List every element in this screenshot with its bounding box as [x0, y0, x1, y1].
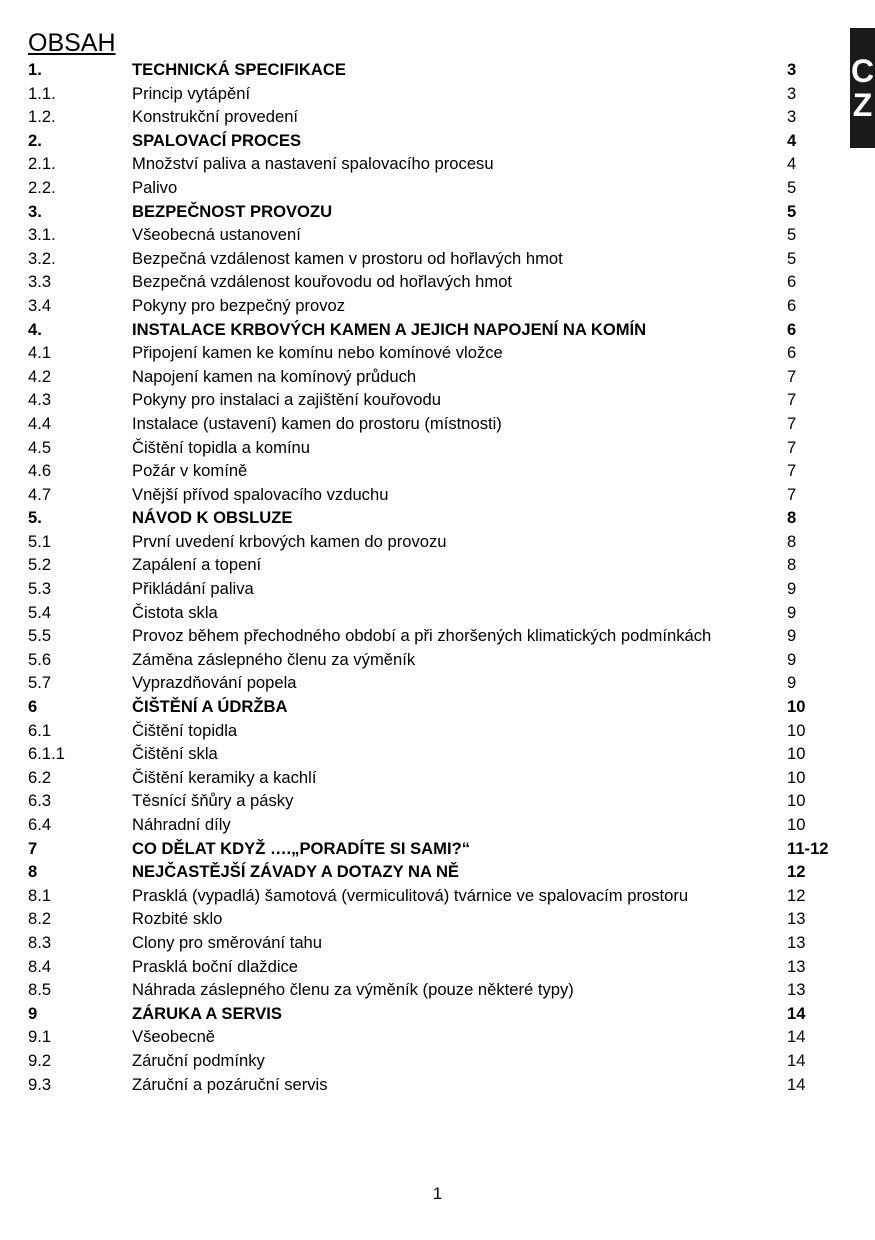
toc-entry-number: 3.2.: [28, 248, 56, 268]
toc-entry: [28, 507, 848, 531]
toc-entry-title: Palivo: [132, 177, 178, 197]
toc-entry-page: 10: [787, 697, 806, 717]
toc-entry-page: 8: [787, 531, 797, 551]
toc-entry-page: 6: [787, 319, 797, 339]
toc-entry: [28, 1050, 848, 1074]
language-tab-letter: C: [850, 53, 875, 89]
toc-entry: [28, 106, 848, 130]
toc-entry-number: 4.2: [28, 366, 52, 386]
toc-entry-page: 9: [787, 579, 797, 599]
toc-entry-title: Čištění keramiky a kachlí: [132, 767, 317, 787]
toc-entry: [28, 177, 848, 201]
toc-entry: [28, 248, 848, 272]
language-tab: [850, 28, 875, 148]
toc-entry-title: Bezpečná vzdálenost kouřovodu od hořlavých hmot: [132, 272, 513, 292]
toc-entry-number: 5.1: [28, 531, 52, 551]
toc-entry-page: 6: [787, 343, 797, 363]
toc-entry-page: 9: [787, 602, 797, 622]
toc-entry-title: Všeobecně: [132, 1027, 216, 1047]
toc-entry-title: Zapálení a topení: [132, 555, 262, 575]
toc-entry-title: CO DĚLAT KDYŽ ….„PORADÍTE SI SAMI?“: [132, 838, 471, 858]
toc-entry-number: 8.1: [28, 885, 52, 905]
toc-entry-title: Vnější přívod spalovacího vzduchu: [132, 484, 389, 504]
toc-entry: [28, 956, 848, 980]
toc-entry: [28, 979, 848, 1003]
toc-entry-number: 5.2: [28, 555, 52, 575]
toc-entry-page: 14: [787, 1050, 806, 1070]
toc-entry-number: 4.6: [28, 461, 52, 481]
toc-entry-number: 8.3: [28, 932, 52, 952]
toc-entry-title: Náhradní díly: [132, 815, 231, 834]
toc-entry-number: 7: [28, 838, 38, 858]
toc-entry-page: 14: [787, 1027, 806, 1047]
toc-entry: [28, 1003, 848, 1027]
toc-entry-page: 13: [787, 980, 806, 1000]
toc-entry-number: 8.4: [28, 956, 52, 976]
toc-entry: [28, 554, 848, 578]
toc-entry: [28, 201, 848, 225]
toc-entry-number: 4.5: [28, 437, 52, 457]
toc-entry-page: 5: [787, 248, 797, 268]
toc-entry: [28, 649, 848, 673]
toc-entry-title: TECHNICKÁ SPECIFIKACE: [132, 60, 346, 79]
toc-entry: [28, 885, 848, 909]
toc-entry-number: 9.2: [28, 1050, 52, 1070]
toc-entry: [28, 271, 848, 295]
toc-entry-title: Požár v komíně: [132, 461, 248, 481]
toc-entry: [28, 59, 848, 83]
toc-entry-title: Záruční a pozáruční servis: [132, 1074, 328, 1094]
toc-entry: [28, 1074, 848, 1098]
toc-entry-page: 9: [787, 626, 797, 646]
toc-entry: [28, 366, 848, 390]
toc-entry-page: 14: [787, 1074, 806, 1094]
toc-entry: [28, 814, 848, 838]
toc-entry: [28, 437, 848, 461]
toc-entry-title: Čistota skla: [132, 602, 218, 622]
toc-entry: [28, 460, 848, 484]
toc-entry: [28, 838, 848, 862]
toc-entry-page: 4: [787, 154, 797, 174]
toc-entry-title: Pokyny pro instalaci a zajištění kouřovodu: [132, 390, 441, 410]
toc-entry-number: 1.1.: [28, 83, 56, 103]
toc-entry-title: Bezpečná vzdálenost kamen v prostoru od hořlavých hmot: [132, 248, 563, 268]
toc-entry-title: Těsnící šňůry a pásky: [132, 791, 294, 811]
toc-entry: [28, 908, 848, 932]
toc-entry-title: Instalace (ustavení) kamen do prostoru (místnosti): [132, 413, 502, 433]
toc-entry-number: 2.2.: [28, 177, 56, 197]
toc-entry-title: Prasklá (vypadlá) šamotová (vermiculitová) tvárnice ve spalovacím prostoru: [132, 885, 689, 905]
toc-entry-title: ČIŠTĚNÍ A ÚDRŽBA: [132, 697, 288, 717]
toc-entry-page: 6: [787, 272, 797, 292]
toc-entry-number: 1.: [28, 60, 42, 79]
toc-entry-title: Množství paliva a nastavení spalovacího procesu: [132, 154, 494, 174]
toc-entry-page: 9: [787, 649, 797, 669]
toc-entry-title: Napojení kamen na komínový průduch: [132, 366, 417, 386]
toc-entry-number: 2.: [28, 130, 42, 150]
toc-entry-number: 4.1: [28, 343, 52, 363]
toc-entry-number: 9: [28, 1003, 38, 1023]
toc-entry-title: NÁVOD K OBSLUZE: [132, 508, 293, 528]
toc-entry-number: 5.4: [28, 602, 52, 622]
page-title: OBSAH: [28, 29, 116, 57]
toc-entry-page: 10: [787, 744, 806, 764]
toc-entry-page: 7: [787, 437, 797, 457]
toc-entry-page: 5: [787, 177, 797, 197]
toc-entry-page: 12: [787, 862, 806, 882]
toc-entry-number: 5.5: [28, 626, 52, 646]
toc-entry-page: 3: [787, 107, 797, 127]
toc-entry-number: 6.4: [28, 815, 52, 834]
toc-entry: [28, 790, 848, 814]
toc-entry: [28, 319, 848, 343]
language-tab-letter: Z: [852, 87, 873, 123]
toc-entry-page: 7: [787, 413, 797, 433]
toc-entry: [28, 672, 848, 696]
toc-entry-page: 3: [787, 60, 797, 79]
toc-entry: [28, 932, 848, 956]
toc-entry-title: Připojení kamen ke komínu nebo komínové vložce: [132, 343, 503, 363]
toc-entry: [28, 578, 848, 602]
toc-entry-page: 11-12: [787, 838, 829, 858]
toc-entry-title: Rozbité sklo: [132, 909, 223, 929]
toc-entry: [28, 861, 848, 885]
toc-entry-title: Všeobecná ustanovení: [132, 225, 301, 245]
toc-entry-number: 4.3: [28, 390, 52, 410]
toc-entry: [28, 625, 848, 649]
toc-entry-number: 9.3: [28, 1074, 52, 1094]
toc-entry-page: 5: [787, 201, 797, 221]
toc-entry: [28, 83, 848, 107]
toc-entry-page: 7: [787, 484, 797, 504]
toc-entry: [28, 602, 848, 626]
toc-entry: [28, 153, 848, 177]
toc-entry-page: 10: [787, 720, 806, 740]
toc-entry-page: 13: [787, 909, 806, 929]
toc-entry: [28, 1026, 848, 1050]
toc-entry-title: Provoz během přechodného období a při zhoršených klimatických podmínkách: [132, 626, 712, 646]
toc-entry: [28, 696, 848, 720]
toc-entry-title: Záruční podmínky: [132, 1050, 265, 1070]
toc-entry: [28, 389, 848, 413]
toc-entry-number: 4.7: [28, 484, 52, 504]
toc-entry-number: 3.: [28, 201, 42, 221]
toc-entry-page: 13: [787, 956, 806, 976]
toc-entry-page: 9: [787, 673, 797, 693]
toc-entry-number: 3.1.: [28, 225, 56, 245]
toc-entry-title: INSTALACE KRBOVÝCH KAMEN A JEJICH NAPOJENÍ NA KOMÍN: [132, 319, 647, 339]
toc-entry-number: 2.1.: [28, 154, 56, 174]
toc-entry: [28, 130, 848, 154]
toc-entry: [28, 224, 848, 248]
toc-entry-number: 8: [28, 862, 38, 882]
toc-entry-number: 8.5: [28, 980, 52, 1000]
toc-entry-page: 14: [787, 1003, 806, 1023]
toc-entry-page: 6: [787, 295, 797, 315]
toc-entry-title: Náhrada záslepného členu za výměník (pouze některé typy): [132, 980, 574, 1000]
toc-entry-title: Prasklá boční dlaždice: [132, 956, 299, 976]
toc-entry: [28, 295, 848, 319]
toc-entry: [28, 767, 848, 791]
toc-entry-title: Čištění topidla: [132, 720, 238, 740]
toc-entry-page: 4: [787, 130, 797, 150]
toc-entry-number: 6.3: [28, 791, 52, 811]
toc-entry-page: 13: [787, 932, 806, 952]
toc-entry-title: První uvedení krbových kamen do provozu: [132, 531, 447, 551]
toc-entry-title: Konstrukční provedení: [132, 107, 299, 127]
toc-entry-page: 10: [787, 767, 806, 787]
toc-entry-number: 3.3: [28, 272, 52, 292]
toc-entry: [28, 484, 848, 508]
toc-entry-title: Čištění skla: [132, 744, 218, 764]
toc-entry-page: 10: [787, 791, 806, 811]
toc-entry-page: 10: [787, 815, 806, 834]
toc-entry-number: 4.4: [28, 413, 52, 433]
toc-entry-number: 5.: [28, 508, 42, 528]
toc-entry-number: 6.1: [28, 720, 52, 740]
toc-entry-title: Clony pro směrování tahu: [132, 932, 323, 952]
toc-entry-number: 5.3: [28, 579, 52, 599]
toc-entry-number: 4.: [28, 319, 42, 339]
toc-entry-page: 7: [787, 390, 797, 410]
toc-entry-page: 12: [787, 885, 806, 905]
toc-entry-number: 3.4: [28, 295, 52, 315]
toc-entry-number: 9.1: [28, 1027, 52, 1047]
toc-entry-title: Princip vytápění: [132, 83, 251, 103]
toc-entry: [28, 743, 848, 767]
toc-entry-number: 5.7: [28, 673, 52, 693]
table-of-contents: [28, 59, 848, 1097]
toc-entry: [28, 342, 848, 366]
toc-entry-number: 8.2: [28, 909, 52, 929]
toc-entry-title: Záměna záslepného členu za výměník: [132, 649, 416, 669]
toc-entry: [28, 413, 848, 437]
toc-entry-page: 8: [787, 508, 797, 528]
toc-entry-title: SPALOVACÍ PROCES: [132, 130, 302, 150]
toc-entry-number: 6: [28, 697, 38, 717]
toc-entry-page: 7: [787, 366, 797, 386]
toc-entry-number: 1.2.: [28, 107, 56, 127]
toc-entry-number: 6.1.1: [28, 744, 65, 764]
toc-entry-page: 7: [787, 461, 797, 481]
toc-entry-title: Pokyny pro bezpečný provoz: [132, 295, 346, 315]
toc-entry-page: 3: [787, 83, 797, 103]
toc-entry-title: Vyprazdňování popela: [132, 673, 297, 693]
toc-entry-number: 6.2: [28, 767, 52, 787]
toc-entry-title: Přikládání paliva: [132, 579, 254, 599]
toc-entry-page: 5: [787, 225, 797, 245]
toc-entry-title: BEZPEČNOST PROVOZU: [132, 201, 333, 221]
toc-entry-number: 5.6: [28, 649, 52, 669]
toc-entry-title: NEJČASTĚJŠÍ ZÁVADY A DOTAZY NA NĚ: [132, 862, 460, 882]
toc-entry-title: ZÁRUKA A SERVIS: [132, 1003, 282, 1023]
toc-entry-title: Čištění topidla a komínu: [132, 437, 311, 457]
toc-entry: [28, 531, 848, 555]
toc-entry: [28, 720, 848, 744]
page-number: 1: [432, 1184, 443, 1203]
toc-entry-page: 8: [787, 555, 797, 575]
